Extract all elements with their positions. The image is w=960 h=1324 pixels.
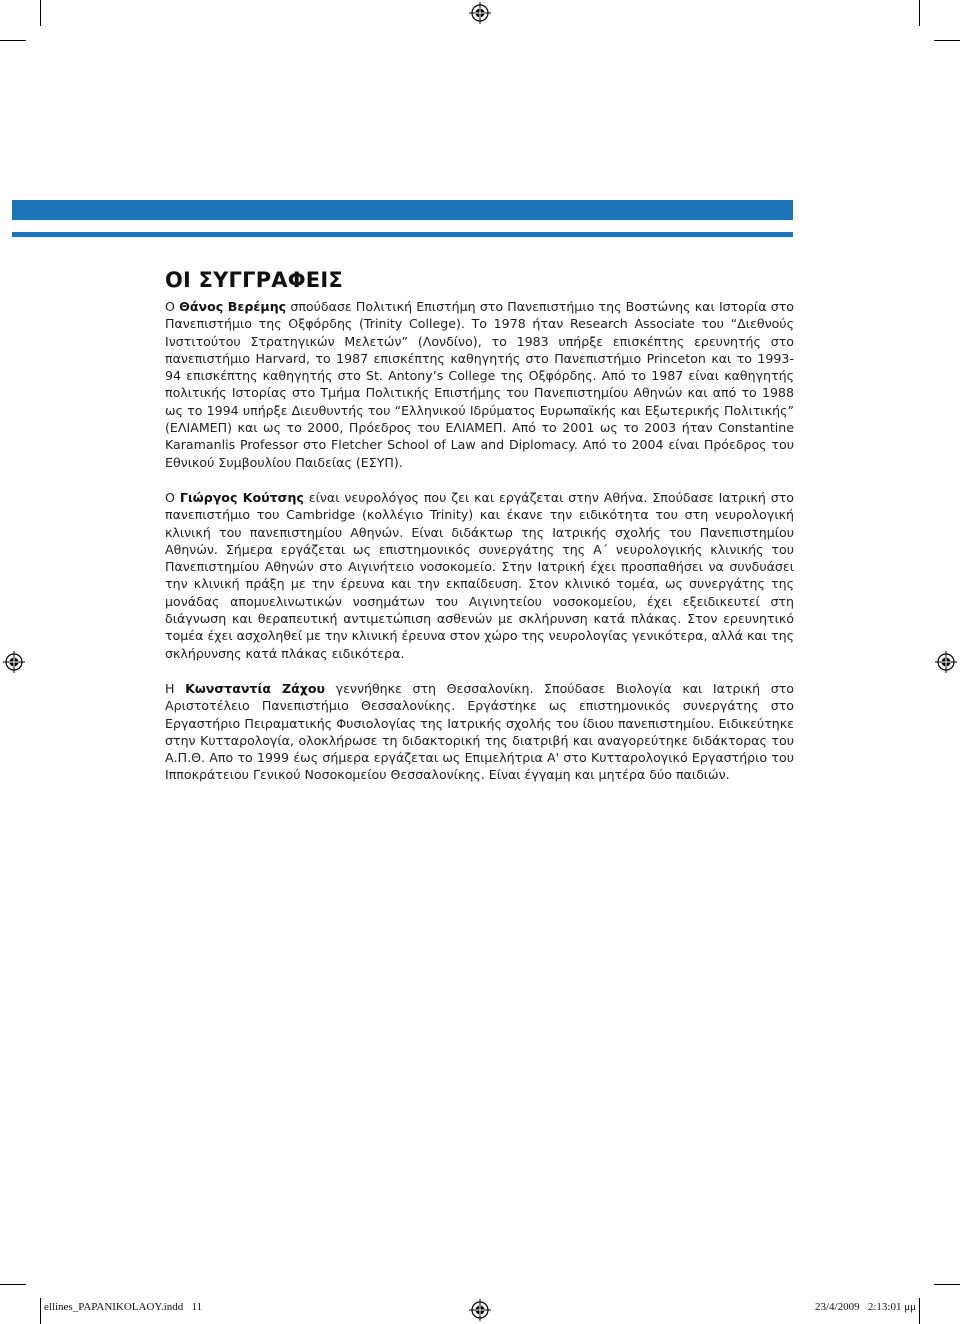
crosshair-registration-icon [3, 651, 25, 673]
crop-mark [934, 40, 960, 41]
footer-timestamp: 23/4/2009 2:13:01 μμ [814, 1301, 916, 1313]
crosshair-registration-icon [935, 651, 957, 673]
author-bio [165, 489, 794, 662]
crop-mark [40, 1298, 41, 1324]
author-bio-text: σπούδασε Πολιτική Επιστήμη στο Πανεπιστήμιο της Βοστώνης και Ιστορία στο Πανεπιστήμιο της Οξφόρδης (Trinity College). Το 1978 ήταν Research Associate του “Διεθνούς Ινστιτούτου Στρατηγικών Μελετών” (Λονδίνο), το 1983 υπήρξε επισκέπτης ερευνητής στο πανεπιστήμιο Harvard, το 1987 επισκέπτης καθηγητής στο Πανεπιστήμιο Princeton και το 1993-94 επισκέπτης καθηγητής στο St. Antony’s College της Οξφόρδης. Από το 1987 είναι καθηγητής πολιτικής Ιστορίας στο Τμήμα Πολιτικής Επιστήμης του Πανεπιστημίου Αθηνών και από το 1988 ως το 1994 υπήρξε Διευθυντής του “Ελληνικού Ιδρύματος Ευρωπαϊκής και Εξωτερικής Πολιτικής” (ΕΛΙΑΜΕΠ) και ως το 2000, Πρόεδρος του ΕΛΙΑΜΕΠ. Από το 2001 ως το 2003 ήταν Constantine Karamanlis Professor στο Fletcher School of Law and Diplomacy. Από το 2004 είναι Πρόεδρος του Εθνικού Συμβουλίου Παιδείας (ΕΣΥΠ). [165, 299, 794, 470]
crop-mark [919, 0, 920, 26]
section-title: ΟΙ ΣΥΓΓΡΑΦΕΙΣ [165, 268, 343, 292]
author-prefix: Ο [165, 299, 180, 314]
author-name: Κωνσταντία Ζάχου [185, 680, 326, 696]
author-name: Γιώργος Κούτσης [179, 489, 304, 505]
header-color-band [12, 200, 793, 220]
author-bio [165, 298, 794, 471]
author-bio-text: γεννήθηκε στη Θεσσαλονίκη. Σπούδασε Βιολογία και Ιατρική στο Αριστοτέλειο Πανεπιστήμιο Θεσσαλονίκης. Εργάστηκε ως επιστημονικός συνεργάτης στο Εργαστήριο Πειραματικής Φυσιολογίας της Ιατρικής σχολής του ίδιου πανεπιστημίου. Ειδικεύτηκε στην Κυτταρολογία, ολοκλήρωσε τη διδακτορική της διατριβή και αναγορεύτηκε διδάκτορας του Α.Π.Θ. Απο το 1999 έως σήμερα εργάζεται ως Επιμελήτρια Α' στο Κυτταρολογικό Εργαστήριο του Ιπποκράτειου Γενικού Νοσοκομείου Θεσσαλονίκης. Είναι έγγαμη και μητέρα δύο παιδιών. [165, 680, 795, 783]
crop-mark [0, 40, 26, 41]
crosshair-registration-icon [469, 2, 491, 24]
crosshair-registration-icon [469, 1299, 491, 1321]
header-color-strip [12, 232, 793, 237]
authors-section [165, 268, 794, 802]
author-name: Θάνος Βερέμης [179, 299, 287, 314]
author-prefix: Η [165, 680, 186, 696]
author-bio-text: είναι νευρολόγος που ζει και εργάζεται στην Αθήνα. Σπούδασε Ιατρική στο πανεπιστήμιο του Cambridge (κολλέγιο Trinity) και έκανε την ειδικότητα του στη νευρολογική κλινική του πανεπιστημίου Αθηνών. Είναι διδάκτωρ της Ιατρικής σχολής του Πανεπιστημίου Αθηνών. Σήμερα εργάζεται ως επιστημονικός συνεργάτης της Α΄ νευρολογικής κλινικής του Πανεπιστημίου Αθηνών στο Αιγινήτειο νοσοκομείο. Στην Ιατρική έχει προσπαθήσει να συνδυάσει την κλινική πράξη με την έρευνα και την εκπαίδευση. Στον κλινικό τομέα, ως συνεργάτης της μονάδας απομυελινωτικών νοσημάτων του Αιγινητείου νοσοκομείου, έχει εξειδικευτεί στη διάγνωση και θεραπευτική αντιμετώπιση ασθενών με σκλήρυνση κατά πλάκας. Στον ερευνητικό τομέα έχει ασχοληθεί με την κλινική έρευνα στον χώρο της νευρολογίας γενικότερα, αλλά και της σκλήρυνσης κατά πλάκας ειδικότερα. [165, 489, 794, 661]
crop-mark [919, 1298, 920, 1324]
author-bio [165, 680, 794, 784]
crop-mark [934, 1284, 960, 1285]
author-prefix: Ο [165, 489, 180, 505]
crop-mark [40, 0, 41, 26]
crop-mark [0, 1284, 26, 1285]
footer-file-name: ellines_PAPANIKOLAOY.indd 11 [44, 1301, 203, 1313]
